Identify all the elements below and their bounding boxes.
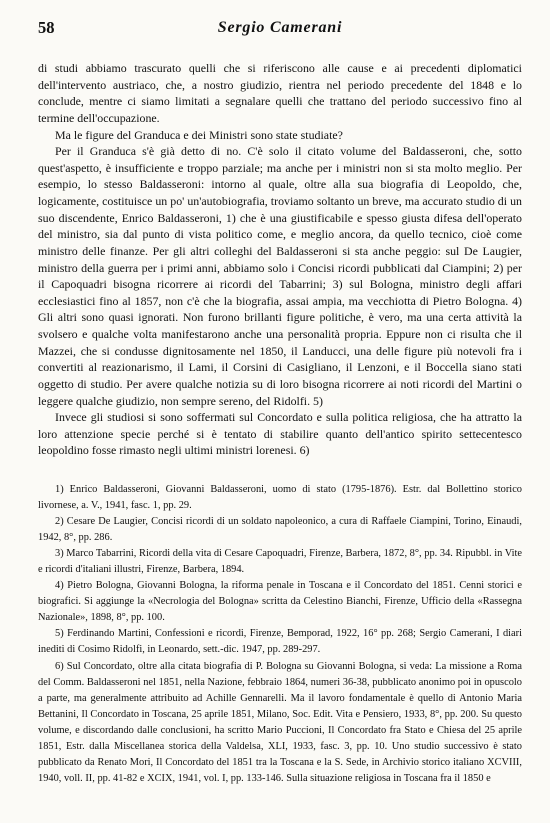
body-paragraph: Per il Granduca s'è già detto di no. C'è solo il citato volume del Baldasseroni, che, sotto quest'aspetto, è insufficiente e troppo parziale; ma anche per i ministri non si sta molto meglio. Per esempio, lo stesso Baldasseroni: intorno al quale, oltre alla sua biografia di Leopoldo, che, logicamente, costituisce un po' un'autobiografia, troviamo soltanto un breve, ma accurato studio di un suo discendente, Enrico Baldasseroni, 1) che è una giustificabile e spesso giusta difesa dell'operato del ministro, sia dal punto di vista politico come, e meglio ancora, da quello tecnico, cioè come ministro delle finanze. Per gli altri colleghi del Baldasseroni si sta anche peggio: sul De Laugier, ministro della guerra per i primi anni, abbiamo solo i Concisi ricordi pubblicati dal Ciampini; 2) per il Capoquadri bisogna ricorrere ai ricordi del Tabarrini; 3) sul Bologna, ministro degli affari ecclesiastici fino al 1857, non c'è che la biografia, assai ampia, ma vecchiotta di Pietro Bologna. 4) Gli altri sono quasi ignorati. Non furono brillanti figure politiche, è vero, ma una certa attività la svolsero e qualche volta manifestarono anche una personalità propria. Eppure non ci risulta che il Mazzei, che si condusse dignitosamente nel 1850, il Landucci, una delle figure più notevoli fra i convertiti al reazionarismo, il Lami, il Corsini di Casigliano, il Lenzoni, e il Boccella siano stati oggetto di studio. Per avere qualche notizia su di loro bisogna ricorrere ai noti ricordi del Martini o leggere qualche giudizio, non sempre sereno, del Ridolfi. 5) [38,144,522,408]
footnote: 3) Marco Tabarrini, Ricordi della vita di Cesare Capoquadri, Firenze, Barbera, 1872, 8°, pp. 34. Ripubbl. in Vite e ricordi d'italiani illustri, Firenze, Barbera, 1894. [38,548,522,576]
footnotes [38,482,522,787]
footnote: 2) Cesare De Laugier, Concisi ricordi di un soldato napoleonico, a cura di Raffaele Ciampini, Torino, Einaudi, 1942, 8°, pp. 286. [38,516,522,544]
footnote: 1) Enrico Baldasseroni, Giovanni Baldasseroni, uomo di stato (1795-1876). Estr. dal Bollettino storico livornese, a. V., 1941, fasc. 1, pp. 29. [38,484,522,512]
page-header [38,18,522,42]
footnote: 5) Ferdinando Martini, Confessioni e ricordi, Firenze, Bemporad, 1922, 16° pp. 268; Sergio Camerani, I diari inediti di Cosimo Ridolfi, in Leonardo, sett.-dic. 1947, pp. 289-297. [38,628,522,656]
footnote: 4) Pietro Bologna, Giovanni Bologna, la riforma penale in Toscana e il Concordato del 1851. Cenni storici e biografici. Si aggiunge la «Necrologia del Bologna» scritta da Celestino Bianchi, Firenze, Ufficio della «Rassegna Nazionale», 1898, 8°, pp. 100. [38,580,522,624]
page-number: 58 [38,18,55,37]
footnote: 6) Sul Concordato, oltre alla citata biografia di P. Bologna su Giovanni Bologna, si veda: La missione a Roma del Comm. Baldasseroni nel 1851, nella Nazione, febbraio 1864, numeri 36-38, pubblicato anonimo poi in opuscolo a parte, ma generalmente attribuito ad Achille Gennarelli. Ma il lavoro fondamentale è quello di Antonio Maria Bettanini, Il Concordato in Toscana, 25 aprile 1851, Milano, Soc. Edit. Vita e Pensiero, 1933, 8°, pp. 200. Su questo volume, e discordando dalle conclusioni, ha scritto Mario Puccioni, Il Concordato fra Stato e Chiesa del 25 aprile 1851, Estr. dalla Miscellanea storica della Valdelsa, XLI, 1933, fasc. 3, pp. 10. Uno studio successivo è stato pubblicato da Renato Mori, Il Concordato del 1851 tra la Toscana e la S. Sede, in Archivio storico italiano XCVIII, 1940, voll. II, pp. 41-82 e XCIX, 1941, vol. I, pp. 133-146. Sulla situazione religiosa in Toscana fra il 1850 e [38,660,522,784]
body-paragraph: di studi abbiamo trascurato quelli che si riferiscono alle cause e ai precedenti diplomatici dell'intervento austriaco, che, a nostro giudizio, rientra nel periodo precedente del 1848 e lo conclude, mentre ci siamo limitati a segnalare quelli che trattano del periodo successivo fino al termine dell'occupazione. [38,61,522,125]
running-head: Sergio Camerani [217,19,343,36]
body-paragraph: Ma le figure del Granduca e dei Ministri sono state studiate? [55,127,343,142]
body-paragraph: Invece gli studiosi si sono soffermati sul Concordato e sulla politica religiosa, che ha attratto la loro attenzione specie perché si è tentato di stabilire quanto dell'antico spirito settecentesco leopoldino fosse rimasto negli ultimi ministri lorenesi. 6) [38,410,522,458]
body-text [38,60,522,459]
